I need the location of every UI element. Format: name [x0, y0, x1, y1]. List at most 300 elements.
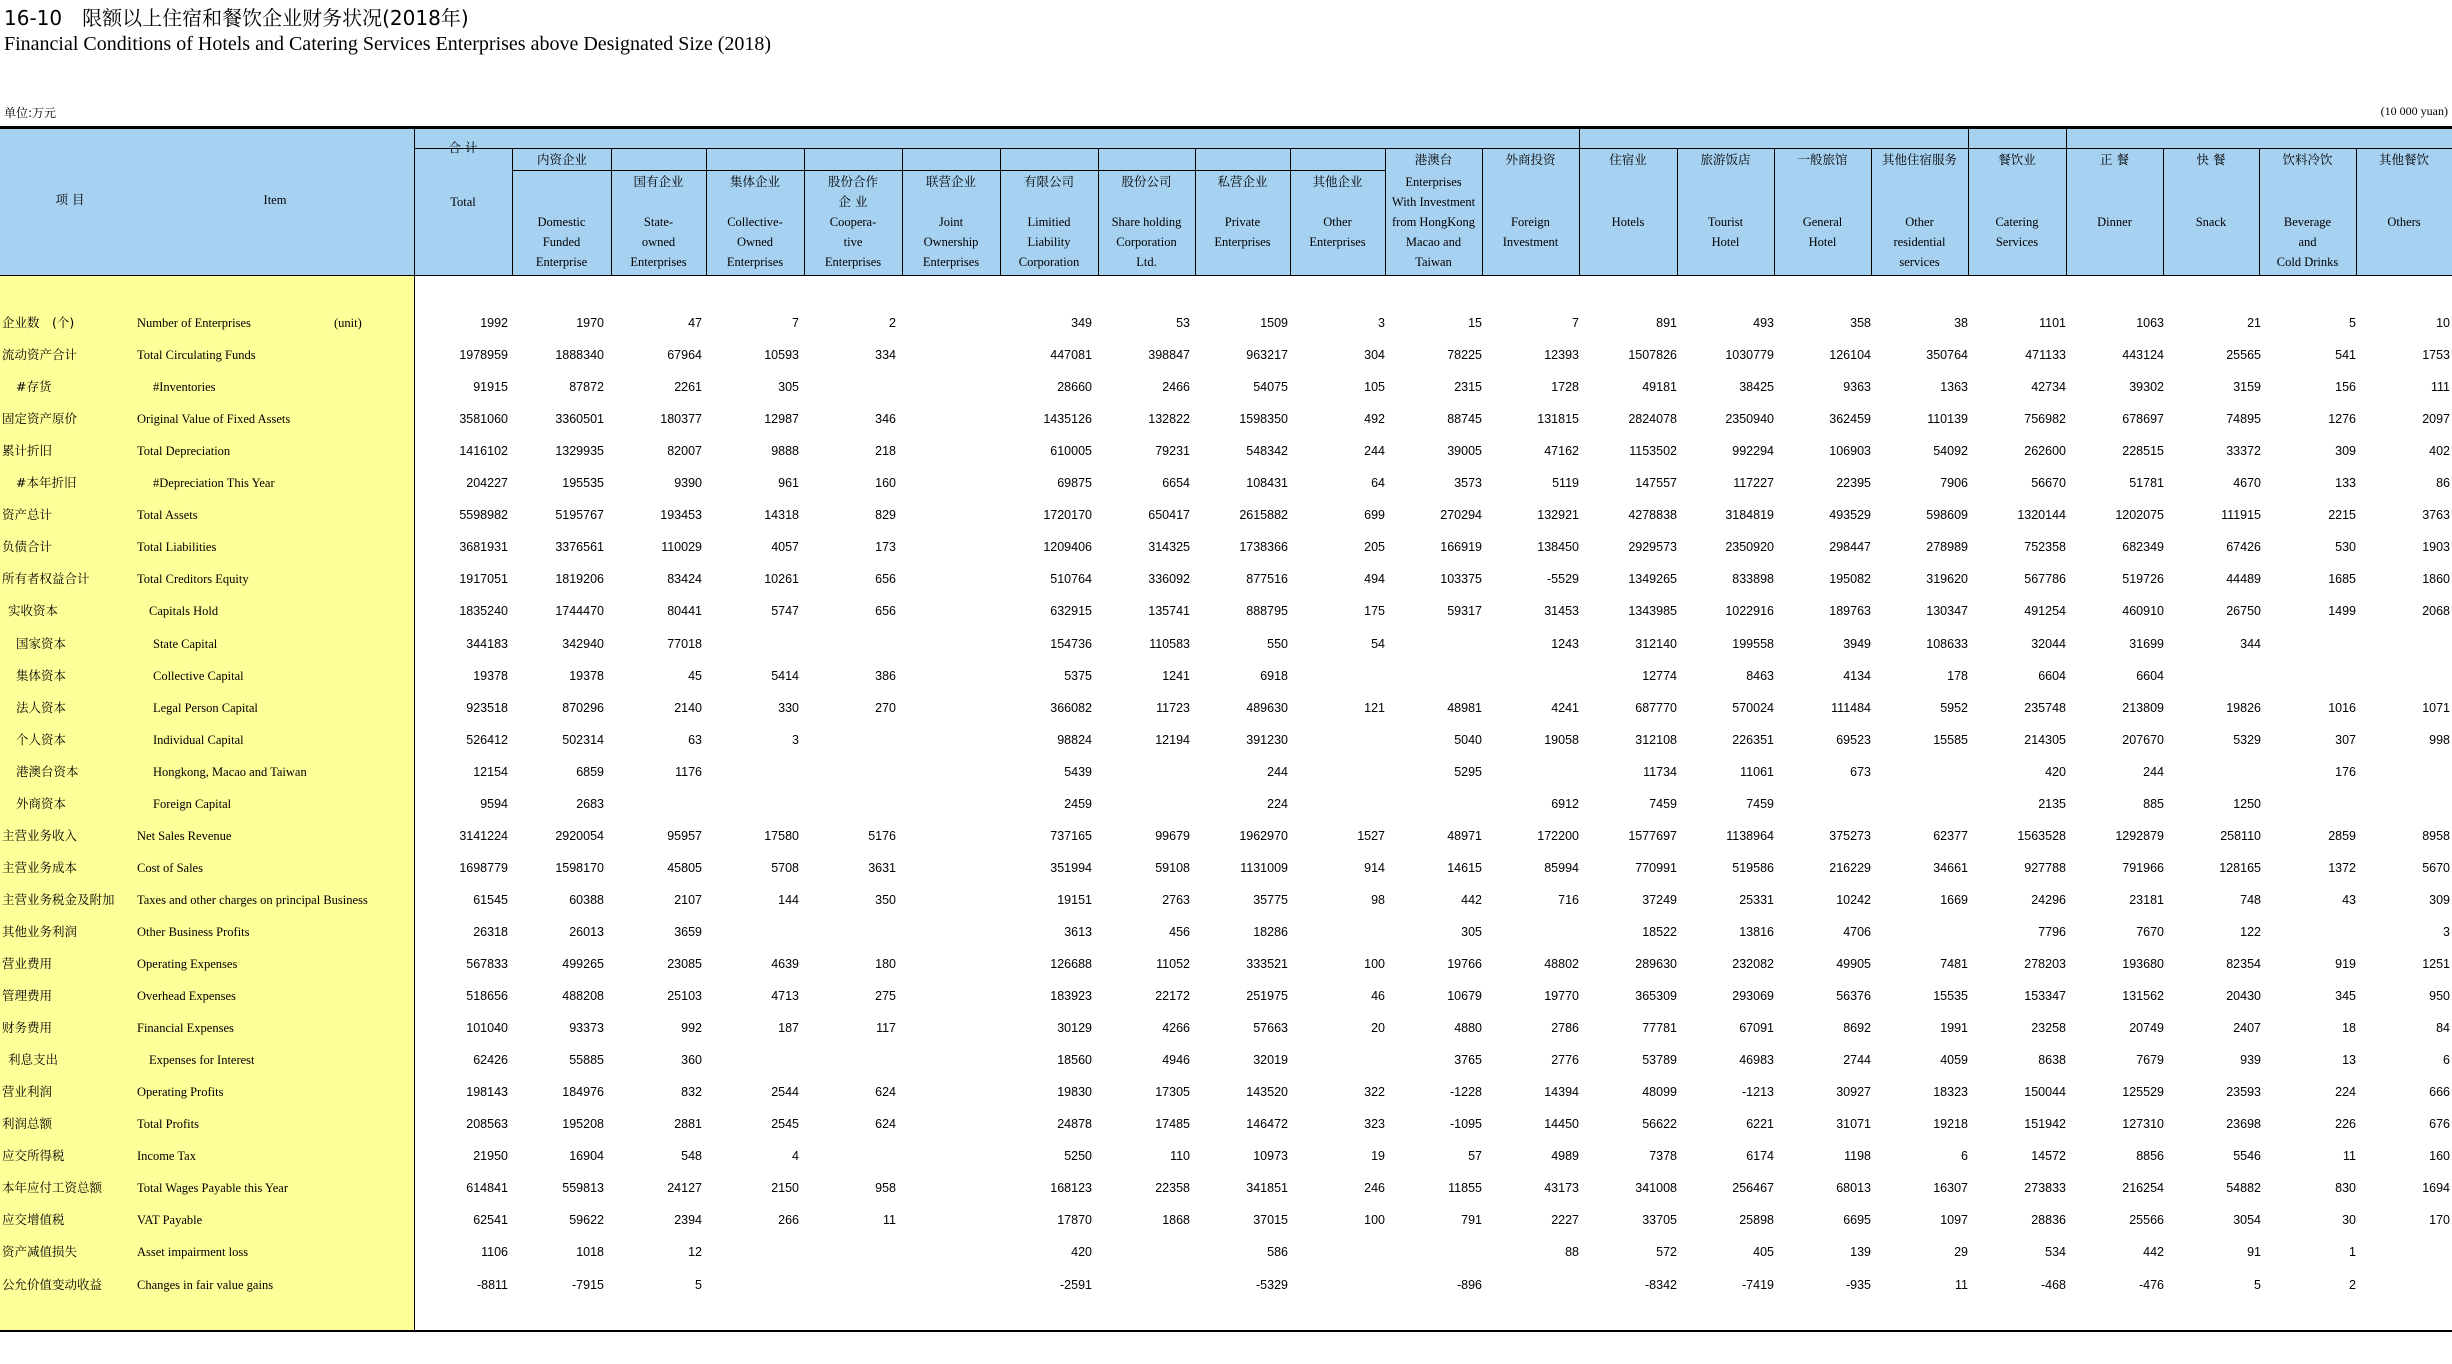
table-cell: 398847 [1148, 348, 1190, 363]
catering-header-en-line: Services [1995, 235, 2039, 249]
snack-header-cn: 快 餐 [2196, 152, 2226, 167]
domestic-header-en-line: Domestic [537, 215, 586, 229]
row-label-cn: 主营业务成本 [2, 859, 78, 875]
table-cell: 44489 [2226, 572, 2261, 587]
table-cell: 2459 [1064, 796, 1092, 811]
table-cell: 5598982 [459, 508, 508, 523]
table-cell: 1685 [2328, 572, 2356, 587]
table-cell: 3949 [1843, 636, 1871, 651]
table-cell: 11723 [1156, 700, 1190, 715]
row-label-en: Operating Expenses [137, 957, 238, 971]
table-cell: 6 [2443, 1053, 2450, 1068]
table-cell: 11734 [1643, 764, 1677, 779]
table-row [0, 980, 2452, 1012]
beverage-header-en [2259, 212, 2356, 272]
row-label-cn: 财务费用 [2, 1020, 53, 1036]
table-cell: 405 [1753, 1245, 1774, 1260]
table-row [0, 531, 2452, 563]
table-cell: 168123 [1050, 1181, 1092, 1196]
table-cell: 122 [2240, 924, 2261, 939]
table-cell: 1251 [2422, 957, 2450, 971]
table-cell: 84 [2436, 1021, 2450, 1036]
table-row [0, 884, 2452, 916]
table-cell: 86 [2436, 476, 2450, 491]
table-cell: -2591 [1060, 1277, 1092, 1292]
table-cell: 2763 [1162, 892, 1190, 907]
table-cell: 5708 [771, 860, 799, 875]
table-cell: 3054 [2233, 1213, 2261, 1228]
table-cell: 13 [2342, 1053, 2356, 1068]
row-label-cn: 法人资本 [16, 699, 67, 715]
table-cell: 29 [1954, 1245, 1968, 1260]
table-cell: 32044 [2031, 636, 2066, 651]
joint-header-cn: 联营企业 [925, 174, 976, 189]
table-cell: 598609 [1926, 508, 1968, 523]
table-cell: 16307 [1933, 1181, 1968, 1196]
table-cell: 23593 [2226, 1085, 2261, 1100]
table-cell: 1903 [2422, 540, 2450, 555]
table-cell: 1868 [1162, 1213, 1190, 1228]
table-cell: 31453 [1544, 604, 1579, 619]
table-cell: 42734 [2031, 380, 2066, 395]
table-cell: 1563528 [2017, 828, 2066, 843]
table-cell: 101040 [466, 1021, 508, 1036]
table-cell: 3659 [674, 924, 702, 939]
table-cell: 1153502 [1629, 444, 1677, 459]
table-cell: 2150 [771, 1181, 799, 1196]
table-cell: 131815 [1537, 412, 1579, 427]
table-cell: 1176 [675, 764, 702, 779]
table-cell: 19378 [569, 668, 604, 683]
total-header-en: Total [450, 195, 476, 209]
table-cell: 48971 [1447, 828, 1482, 843]
table-cell: 128165 [2219, 860, 2261, 875]
table-cell: -476 [2138, 1277, 2164, 1292]
table-cell: 4670 [2233, 476, 2261, 491]
table-cell: 456 [1169, 924, 1190, 939]
table-cell: 3763 [2422, 508, 2450, 523]
table-row [0, 788, 2452, 820]
general-header-en-line: General [1802, 215, 1843, 229]
hmt-header-cn: 港澳台 [1414, 152, 1453, 167]
table-cell: 2315 [1454, 380, 1482, 395]
table-row [0, 595, 2452, 627]
table-cell: 2135 [2038, 796, 2066, 811]
table-cell: 175 [1364, 604, 1385, 619]
table-row [0, 1172, 2452, 1204]
table-cell: 1097 [1940, 1213, 1968, 1228]
table-row [0, 1108, 2452, 1140]
table-cell: 346 [875, 412, 896, 427]
table-cell: 2881 [674, 1117, 702, 1132]
collective-header-en-line: Collective- [727, 215, 783, 229]
table-cell: 8958 [2422, 828, 2450, 843]
table-cell: 19218 [1933, 1117, 1968, 1132]
table-cell: 7481 [1940, 957, 1968, 971]
table-row [0, 339, 2452, 371]
table-cell: 39005 [1447, 444, 1482, 459]
row-label-en: Overhead Expenses [137, 989, 236, 1004]
table-cell: 59622 [569, 1213, 604, 1228]
table-cell: 402 [2429, 444, 2450, 459]
table-cell: 2920054 [555, 828, 604, 843]
table-cell: 4 [792, 1149, 799, 1164]
table-cell: 4989 [1551, 1149, 1579, 1164]
table-cell: 9594 [480, 796, 508, 811]
row-label-en: Asset impairment loss [137, 1245, 249, 1260]
llc-header-en-line: Limitied [1027, 215, 1071, 229]
table-cell: 4713 [771, 989, 799, 1004]
collective-header-cn: 集体企业 [729, 174, 780, 189]
table-cell: 138450 [1537, 540, 1579, 555]
table-cell: 32019 [1253, 1053, 1288, 1068]
table-cell: 344183 [466, 636, 508, 651]
table-cell: 345 [2335, 989, 2356, 1004]
otherres-header-en [1871, 212, 1968, 272]
table-cell: 144 [778, 892, 799, 907]
table-cell: 106903 [1829, 444, 1871, 459]
table-cell: 1819206 [555, 572, 604, 587]
table-cell: 12987 [764, 412, 799, 427]
table-cell: 278203 [2024, 957, 2066, 971]
table-cell: 6695 [1843, 1213, 1871, 1228]
table-cell: 312140 [1635, 636, 1677, 651]
table-cell: 752358 [2024, 540, 2066, 555]
table-cell: 19770 [1544, 989, 1579, 1004]
row-label-cn: 利息支出 [8, 1052, 59, 1068]
table-cell: 91 [2247, 1245, 2261, 1260]
table-cell: 366082 [1050, 700, 1092, 715]
table-cell: 567833 [466, 957, 508, 971]
table-cell: 193680 [2122, 957, 2164, 971]
table-cell: 4880 [1454, 1021, 1482, 1036]
table-cell: 4946 [1162, 1053, 1190, 1068]
table-cell: 341008 [1635, 1181, 1677, 1196]
table-cell: 127310 [2122, 1117, 2164, 1132]
table-cell: 23258 [2031, 1021, 2066, 1036]
table-cell: 178 [1947, 668, 1968, 683]
table-cell: 586 [1267, 1245, 1288, 1260]
table-cell: 37015 [1253, 1213, 1288, 1228]
table-cell: 1738366 [1239, 540, 1288, 555]
table-cell: 15 [1468, 316, 1482, 330]
table-cell: 54075 [1253, 380, 1288, 395]
dinner-header-en: Dinner [2097, 215, 2132, 229]
table-cell: 360 [681, 1053, 702, 1068]
table-cell: 22172 [1155, 989, 1190, 1004]
table-row [0, 1236, 2452, 1268]
table-cell: 10 [2436, 316, 2450, 330]
table-cell: 100 [1364, 957, 1385, 971]
coop-header-cn-line: 股份合作 [827, 174, 878, 189]
table-cell: 3 [792, 732, 799, 747]
table-cell: 23181 [2129, 892, 2164, 907]
table-cell: 2744 [1843, 1053, 1871, 1068]
table-cell: 3613 [1064, 924, 1092, 939]
other-header-cn: 其他企业 [1312, 174, 1363, 189]
table-cell: 117227 [1733, 476, 1774, 491]
row-label-cn: 流动资产合计 [2, 347, 78, 363]
table-cell: 5747 [771, 604, 799, 619]
table-cell: 47 [688, 316, 702, 330]
table-cell: 420 [2045, 764, 2066, 779]
table-cell: 117 [876, 1021, 896, 1036]
table-cell: 1292879 [2115, 828, 2164, 843]
table-cell: 342940 [562, 636, 604, 651]
row-label-en: Total Assets [137, 508, 198, 523]
foreign-header-en [1482, 212, 1579, 252]
table-cell: 187 [778, 1021, 799, 1036]
table-cell: 17305 [1155, 1085, 1190, 1100]
table-cell: 12 [688, 1245, 702, 1260]
table-cell: 365309 [1635, 989, 1677, 1004]
table-cell: 5 [695, 1277, 702, 1292]
table-title-english: Financial Conditions of Hotels and Catering Services Enterprises above Designated Size (2018) [4, 33, 772, 55]
table-cell: 998 [2429, 732, 2450, 747]
table-cell: 24296 [2031, 892, 2066, 907]
table-cell: 610005 [1050, 444, 1092, 459]
table-cell: 526412 [466, 732, 508, 747]
row-label-en: Original Value of Fixed Assets [137, 412, 291, 427]
beverage-header-en-line: and [2298, 235, 2317, 249]
table-cell: 650417 [1148, 508, 1190, 523]
table-cell: 139 [1850, 1245, 1871, 1260]
coop-header-en-line: tive [843, 235, 863, 249]
table-cell: 1101 [2039, 316, 2066, 330]
table-cell: 19151 [1057, 892, 1092, 907]
table-cell: 88745 [1447, 412, 1482, 427]
row-label-en: Total Creditors Equity [137, 572, 249, 587]
table-cell: 1835240 [459, 604, 508, 619]
row-label-cn: 国家资本 [16, 635, 67, 651]
table-cell: 1992 [480, 316, 508, 330]
row-label-en: Net Sales Revenue [137, 828, 232, 843]
table-cell: 82007 [667, 444, 702, 459]
table-cell: 63 [688, 732, 702, 747]
share-header-en-line: Corporation [1116, 235, 1177, 249]
table-cell: 14318 [764, 508, 799, 523]
table-cell: 226351 [1732, 732, 1774, 747]
table-cell: 1527 [1357, 828, 1385, 843]
table-cell: 491254 [2024, 604, 2066, 619]
table-row [0, 724, 2452, 756]
table-cell: 18 [2342, 1021, 2356, 1036]
table-cell: 2786 [1551, 1021, 1579, 1036]
table-cell: 143520 [1246, 1085, 1288, 1100]
table-cell: 1209406 [1043, 540, 1092, 555]
table-cell: 14394 [1544, 1085, 1579, 1100]
table-cell: 5250 [1064, 1149, 1092, 1164]
row-label-cn: 管理费用 [2, 988, 53, 1004]
table-cell: 160 [2429, 1149, 2450, 1164]
table-cell: 77018 [667, 636, 702, 651]
otherres-header-en-line: residential [1893, 235, 1946, 249]
table-cell: 80441 [667, 604, 702, 619]
table-cell: 632915 [1050, 604, 1092, 619]
table-cell: 98824 [1057, 732, 1092, 747]
table-cell: 205 [1364, 540, 1385, 555]
table-cell: 5670 [2422, 860, 2450, 875]
row-label-cn: 个人资本 [16, 731, 67, 747]
table-cell: 2615882 [1239, 508, 1288, 523]
table-cell: 2824078 [1628, 412, 1677, 427]
table-cell: 923518 [466, 700, 508, 715]
table-cell: 256467 [1732, 1181, 1774, 1196]
table-row [0, 1269, 2452, 1301]
table-cell: -8342 [1645, 1277, 1677, 1292]
table-cell: 891 [1656, 316, 1677, 330]
table-cell: 3 [2443, 924, 2450, 939]
row-label-en: Changes in fair value gains [137, 1277, 274, 1292]
table-cell: 349 [1071, 316, 1092, 330]
hmt-header-en-line: With Investment [1391, 195, 1476, 209]
table-cell: 656 [875, 572, 896, 587]
table-cell: 15535 [1933, 989, 1968, 1004]
table-row [0, 307, 2452, 339]
table-cell: 293069 [1732, 989, 1774, 1004]
table-row [0, 852, 2452, 884]
table-cell: 133 [2335, 476, 2356, 491]
table-cell: 1276 [2328, 412, 2356, 427]
header-rule [414, 148, 1579, 149]
table-cell: 3631 [868, 860, 896, 875]
table-cell: 4134 [1843, 668, 1871, 683]
row-label-en: #Depreciation This Year [153, 476, 275, 491]
table-cell: 927788 [2024, 860, 2066, 875]
table-cell: 49181 [1642, 380, 1677, 395]
joint-header-en-line: Ownership [923, 235, 979, 249]
table-cell: 6221 [1746, 1117, 1774, 1132]
table-cell: 33372 [2226, 444, 2261, 459]
share-header-en-line: Ltd. [1136, 255, 1157, 269]
table-cell: -5329 [1256, 1277, 1288, 1292]
table-cell: 45 [688, 668, 702, 683]
table-cell: 46 [1371, 989, 1385, 1004]
table-cell: 3184819 [1725, 508, 1774, 523]
table-cell: 5040 [1454, 732, 1482, 747]
table-cell: 19378 [473, 668, 508, 683]
table-cell: -1095 [1450, 1117, 1482, 1132]
table-cell: 68013 [1836, 1181, 1871, 1196]
general-header-cn: 一般旅馆 [1797, 152, 1848, 167]
table-cell: 273833 [2024, 1181, 2066, 1196]
table-cell: 57 [1468, 1149, 1482, 1164]
top-rule [0, 126, 2452, 129]
table-row [0, 403, 2452, 435]
table-cell: 7 [1572, 316, 1579, 330]
table-cell: 687770 [1635, 700, 1677, 715]
table-cell: 614841 [466, 1181, 508, 1196]
tourist-header-cn: 旅游饭店 [1700, 152, 1751, 167]
table-cell: 176 [2335, 764, 2356, 779]
table-cell: 121 [1364, 700, 1385, 715]
table-cell: 656 [875, 604, 896, 619]
table-cell: 266 [778, 1213, 799, 1228]
table-cell: 1962970 [1239, 828, 1288, 843]
table-cell: 19766 [1447, 957, 1482, 971]
table-cell: 351994 [1050, 860, 1092, 875]
table-cell: 7679 [2136, 1053, 2164, 1068]
table-cell: 2107 [674, 892, 702, 907]
table-cell: 16904 [569, 1149, 604, 1164]
table-cell: 502314 [562, 732, 604, 747]
row-label-cn: #本年折旧 [16, 475, 77, 491]
table-cell: 39302 [2129, 380, 2164, 395]
row-label-cn: #存货 [16, 379, 52, 395]
table-cell: 53 [1176, 316, 1190, 330]
table-cell: 304 [1364, 348, 1385, 363]
table-cell: 494 [1364, 572, 1385, 587]
table-cell: 330 [778, 700, 799, 715]
table-cell: 443124 [2122, 348, 2164, 363]
table-cell: 963217 [1246, 348, 1288, 363]
table-cell: 10261 [764, 572, 799, 587]
other-header-en-line: Enterprises [1309, 235, 1366, 249]
table-cell: 11855 [1448, 1181, 1482, 1196]
table-cell: 362459 [1829, 412, 1871, 427]
row-label-cn: 外商资本 [16, 795, 67, 811]
table-cell: 54092 [1933, 444, 1968, 459]
table-cell: 1509 [1260, 316, 1288, 330]
table-cell: 87872 [569, 380, 604, 395]
table-cell: 195535 [562, 476, 604, 491]
table-cell: 18560 [1057, 1053, 1092, 1068]
table-cell: 7 [792, 316, 799, 330]
table-cell: 160 [875, 476, 896, 491]
table-cell: 18323 [1933, 1085, 1968, 1100]
table-cell: 8638 [2038, 1053, 2066, 1068]
table-cell: 1917051 [459, 572, 508, 587]
row-label-en: Total Circulating Funds [137, 348, 256, 363]
table-cell: 2261 [674, 380, 702, 395]
domestic-group-header: 内资企业 [536, 152, 587, 167]
table-cell: 1888340 [555, 348, 604, 363]
table-cell: 270 [875, 700, 896, 715]
table-cell: 2350920 [1725, 540, 1774, 555]
table-cell: 213809 [2122, 700, 2164, 715]
table-cell: 3376561 [555, 540, 604, 555]
table-cell: 2215 [2328, 508, 2356, 523]
table-cell: 548342 [1246, 444, 1288, 459]
table-cell: 62541 [473, 1213, 508, 1228]
table-cell: 85994 [1544, 860, 1579, 875]
share-header-en-line: Share holding [1111, 215, 1182, 229]
row-label-en: Foreign Capital [153, 796, 232, 811]
table-cell: 17870 [1057, 1213, 1092, 1228]
table-cell: 391230 [1246, 732, 1288, 747]
table-cell: 38 [1954, 316, 1968, 330]
table-cell: -896 [1456, 1277, 1482, 1292]
table-cell: 54 [1371, 636, 1385, 651]
others-header-en: Others [2387, 215, 2421, 229]
table-cell: 7459 [1649, 796, 1677, 811]
domestic-header-en [512, 212, 611, 272]
hmt-header-en-line: Enterprises [1405, 175, 1462, 189]
table-cell: 180377 [660, 412, 702, 427]
table-cell: 1063 [2136, 316, 2164, 330]
table-cell: 1106 [481, 1245, 508, 1260]
table-cell: 153347 [2024, 989, 2066, 1004]
table-row [0, 467, 2452, 499]
table-cell: 682349 [2122, 540, 2164, 555]
table-cell: 105 [1364, 380, 1385, 395]
table-cell: 111484 [1831, 700, 1871, 715]
table-cell: 132822 [1148, 412, 1190, 427]
table-cell: 79231 [1155, 444, 1190, 459]
coop-header-cn-line: 企 业 [838, 194, 868, 209]
coop-header-en [804, 212, 902, 272]
row-label-en: Number of Enterprises [137, 316, 251, 330]
